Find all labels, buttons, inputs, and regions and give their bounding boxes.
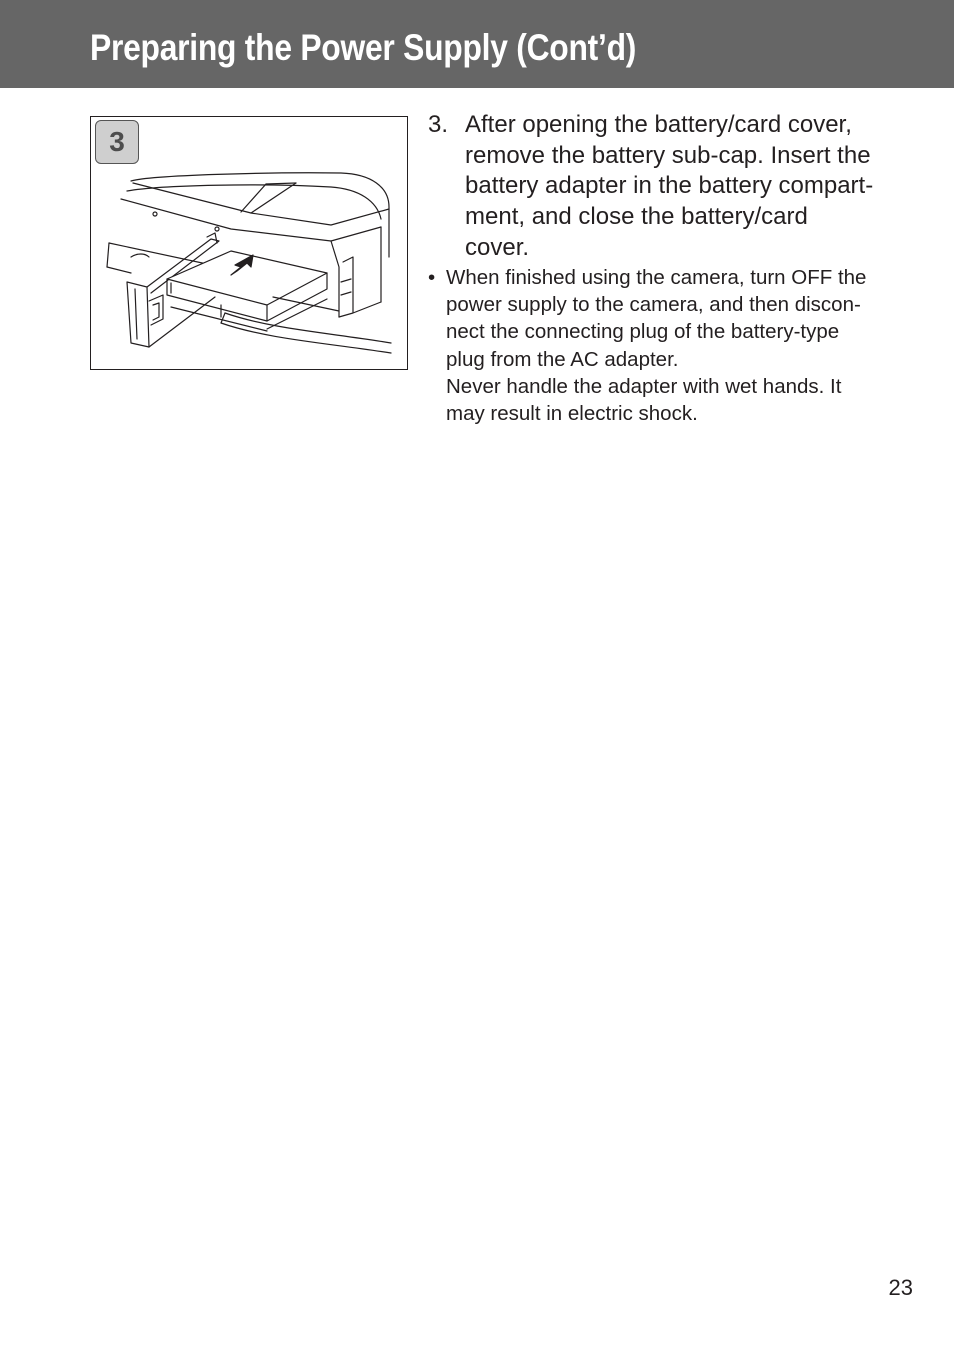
step-illustration-frame (90, 116, 408, 370)
step-number: 3. (428, 111, 449, 138)
step-number-badge: 3 (95, 120, 139, 164)
header-bar (0, 0, 954, 88)
step-body-text: After opening the battery/card cover, remove the battery sub-cap. Insert the battery adapter in the battery compart- ment, and close the battery/card cover. (465, 111, 874, 261)
page-title: Preparing the Power Supply (Cont’d) (90, 27, 637, 68)
note-body-text: When finished using the camera, turn OFF the power supply to the camera, and then discon- nect the connecting plug of the battery-type plug from the AC adapter. Never handle the adapter with wet hands. It may result in electric shock. (446, 266, 867, 426)
bullet-icon: • (428, 266, 436, 289)
page-number: 23 (888, 1275, 913, 1300)
